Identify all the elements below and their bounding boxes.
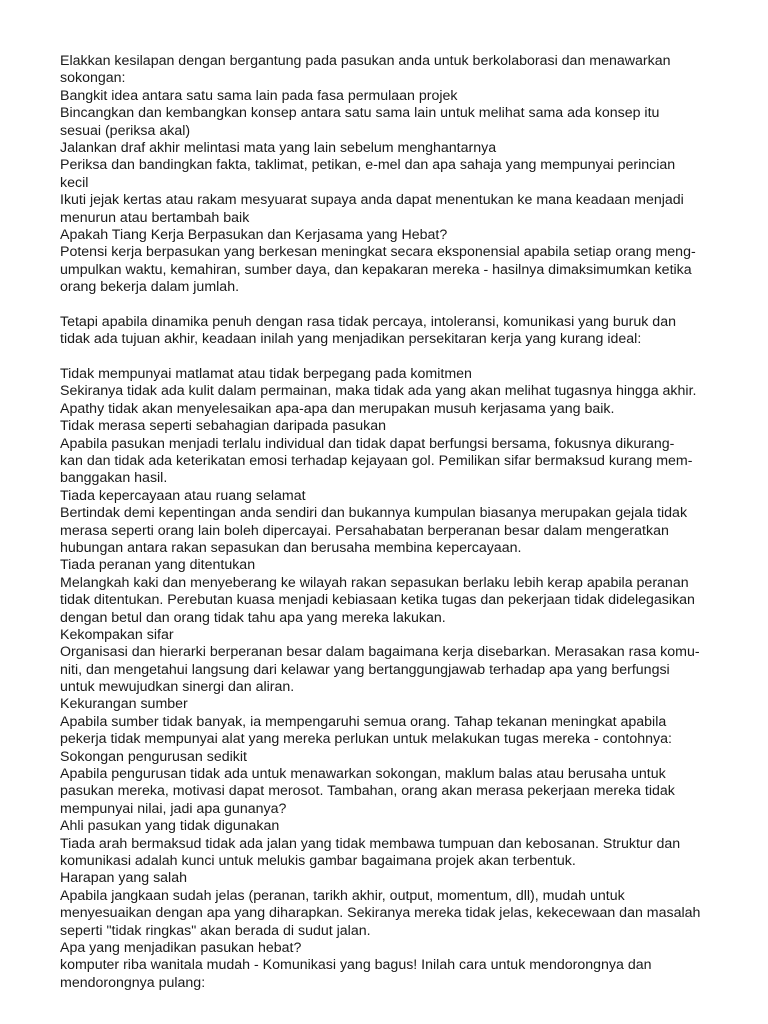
text-line: niti, dan mengetahui langsung dari kelawar yang bertanggungjawab terhadap apa yang berfungsi — [60, 661, 670, 678]
text-line: menyesuaikan dengan apa yang diharapkan. Sekiranya mereka tidak jelas, kekecewaan dan masalah — [60, 905, 701, 922]
text-line: Tetapi apabila dinamika penuh dengan rasa tidak percaya, intoleransi, komunikasi yang buruk dan — [60, 313, 676, 330]
text-line: Apabila pengurusan tidak ada untuk menawarkan sokongan, maklum balas atau berusaha untuk — [60, 766, 666, 783]
text-line: Tiada kepercayaan atau ruang selamat — [60, 487, 306, 504]
text-line: Sekiranya tidak ada kulit dalam permainan, maka tidak ada yang akan melihat tugasnya hingga akhir. — [60, 383, 697, 400]
text-line: sokongan: — [60, 70, 126, 87]
text-line: mendorongnya pulang: — [60, 974, 206, 991]
blank-line — [60, 349, 710, 366]
text-line: Elakkan kesilapan dengan bergantung pada pasukan anda untuk berkolaborasi dan menawarkan — [60, 53, 671, 69]
text-line: hubungan antara rakan sepasukan dan berusaha membina kepercayaan. — [60, 539, 522, 556]
text-line: pasukan mereka, motivasi dapat merosot. Tambahan, orang akan merasa pekerjaan mereka tidak — [60, 783, 675, 800]
text-line: Jalankan draf akhir melintasi mata yang lain sebelum menghantarnya — [60, 139, 497, 156]
text-line: kecil — [60, 174, 89, 191]
text-line: Harapan yang salah — [60, 870, 187, 887]
document-page — [60, 53, 710, 992]
text-line: Kekurangan sumber — [60, 696, 188, 713]
text-line: Apa yang menjadikan pasukan hebat? — [60, 939, 302, 956]
text-line: tidak ditentukan. Perebutan kuasa menjadi kebiasaan ketika tugas dan pekerjaan tidak didelegasikan — [60, 592, 695, 609]
blank-line — [60, 296, 710, 313]
text-line: Bincangkan dan kembangkan konsep antara satu sama lain untuk melihat sama ada konsep itu — [60, 105, 660, 122]
text-line: Tidak mempunyai matlamat atau tidak berpegang pada komitmen — [60, 366, 472, 383]
text-line: banggakan hasil. — [60, 470, 168, 487]
text-line: sesuai (periksa akal) — [60, 122, 191, 139]
text-line: pekerja tidak mempunyai alat yang mereka perlukan untuk melakukan tugas mereka - contohnya: — [60, 731, 672, 748]
text-line: Apakah Tiang Kerja Berpasukan dan Kerjasama yang Hebat? — [60, 226, 448, 243]
text-line: seperti "tidak ringkas" akan berada di sudut jalan. — [60, 922, 371, 939]
text-line: tidak ada tujuan akhir, keadaan inilah yang menjadikan persekitaran kerja yang kurang ideal: — [60, 331, 642, 348]
text-line: mempunyai nilai, jadi apa gunanya? — [60, 800, 287, 817]
text-line: dengan betul dan orang tidak tahu apa yang mereka lakukan. — [60, 609, 446, 626]
text-line: untuk mewujudkan sinergi dan aliran. — [60, 679, 295, 696]
text-line: orang bekerja dalam jumlah. — [60, 279, 240, 296]
text-line: Periksa dan bandingkan fakta, taklimat, petikan, e-mel dan apa sahaja yang mempunyai perincian — [60, 157, 676, 174]
text-line: Melangkah kaki dan menyeberang ke wilayah rakan sepasukan berlaku lebih kerap apabila peranan — [60, 574, 689, 591]
text-line: Tiada peranan yang ditentukan — [60, 557, 256, 574]
text-line: komputer riba wanitala mudah - Komunikasi yang bagus! Inilah cara untuk mendorongnya dan — [60, 957, 652, 974]
text-line: Apabila sumber tidak banyak, ia mempengaruhi semua orang. Tahap tekanan meningkat apabila — [60, 713, 667, 730]
text-line: Apathy tidak akan menyelesaikan apa-apa dan merupakan musuh kerjasama yang baik. — [60, 400, 615, 417]
text-line: Potensi kerja berpasukan yang berkesan meningkat secara eksponensial apabila setiap orang meng- — [60, 244, 696, 261]
text-line: Tiada arah bermaksud tidak ada jalan yang tidak membawa tumpuan dan kebosanan. Struktur dan — [60, 835, 681, 852]
text-line: umpulkan waktu, kemahiran, sumber daya, dan kepakaran mereka - hasilnya dimaksimumkan ketika — [60, 261, 692, 278]
text-line: Ahli pasukan yang tidak digunakan — [60, 818, 280, 835]
text-line: Sokongan pengurusan sedikit — [60, 748, 247, 765]
text-line: komunikasi adalah kunci untuk melukis gambar bagaimana projek akan terbentuk. — [60, 852, 576, 869]
text-line: Apabila pasukan menjadi terlalu individual dan tidak dapat berfungsi bersama, fokusnya dikurang- — [60, 435, 675, 452]
text-line: Bertindak demi kepentingan anda sendiri dan bukannya kumpulan biasanya merupakan gejala tidak — [60, 505, 688, 522]
text-line: Apabila jangkaan sudah jelas (peranan, tarikh akhir, output, momentum, dll), mudah untuk — [60, 887, 625, 904]
text-line: Tidak merasa seperti sebahagian daripada pasukan — [60, 418, 386, 435]
text-line: Organisasi dan hierarki berperanan besar dalam bagaimana kerja disebarkan. Merasakan rasa komu- — [60, 644, 700, 661]
text-line: merasa seperti orang lain boleh dipercayai. Persahabatan berperanan besar dalam mengeratkan — [60, 522, 669, 539]
text-line: menurun atau bertambah baik — [60, 209, 250, 226]
text-line: Kekompakan sifar — [60, 626, 174, 643]
text-line: kan dan tidak ada keterikatan emosi terhadap kejayaan gol. Pemilikan sifar bermaksud kurang mem- — [60, 452, 693, 469]
text-line: Bangkit idea antara satu sama lain pada fasa permulaan projek — [60, 87, 458, 104]
text-line: Ikuti jejak kertas atau rakam mesyuarat supaya anda dapat menentukan ke mana keadaan menjadi — [60, 192, 684, 209]
